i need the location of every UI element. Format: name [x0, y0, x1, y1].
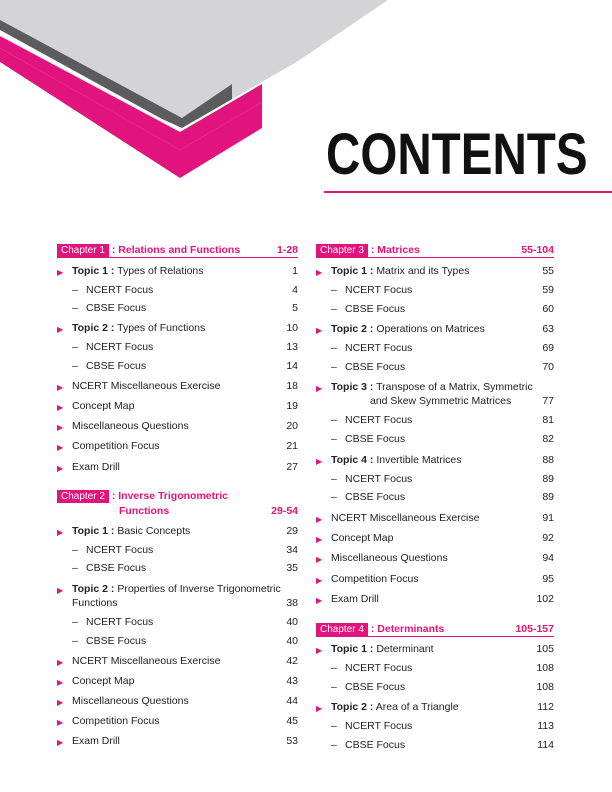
topic-text: [72, 322, 205, 335]
page-number: 89: [542, 491, 554, 503]
topic-label: Topic 1 :: [72, 265, 115, 277]
page-number: 105: [536, 643, 554, 655]
section-title: Miscellaneous Questions: [72, 420, 189, 432]
subtopic-title: NCERT Focus: [345, 662, 413, 674]
page-number: 113: [537, 720, 554, 732]
page-number: 40: [286, 616, 298, 628]
page-number: 77: [542, 395, 554, 407]
chapter-separator: :: [367, 244, 378, 256]
chapter-entry[interactable]: [316, 623, 554, 636]
bullet-icon: ▶: [316, 535, 323, 544]
chapter-title: Determinants: [377, 623, 445, 635]
subtopic-title: CBSE Focus: [345, 303, 406, 315]
section-title: Concept Map: [72, 675, 135, 687]
chapter-separator: :: [367, 623, 378, 635]
page-number: 82: [542, 433, 554, 445]
topic-label: Topic 1 :: [331, 265, 374, 277]
subtopic-title: NCERT Focus: [86, 341, 154, 353]
section-title: Competition Focus: [72, 440, 160, 452]
chapter-separator: :: [108, 244, 119, 256]
section-title: Exam Drill: [72, 735, 120, 747]
bullet-icon: ▶: [57, 528, 64, 537]
chapter-badge: Chapter 4: [316, 623, 368, 636]
bullet-icon: ▶: [57, 403, 64, 412]
topic-text: [331, 265, 470, 278]
page-number: 40: [286, 635, 298, 647]
chapter-separator: :: [108, 490, 119, 502]
bullet-icon: ▶: [316, 596, 323, 605]
chapter-title: Inverse Trigonometric: [118, 490, 228, 502]
bullet-icon: ▶: [316, 326, 323, 335]
subtopic-title: CBSE Focus: [86, 302, 147, 314]
page-number: 108: [536, 681, 554, 693]
page-number: 29: [286, 525, 298, 537]
page-number: 34: [286, 544, 298, 556]
subtopic-title: CBSE Focus: [86, 360, 147, 372]
page-number: 4: [292, 284, 298, 296]
bullet-icon: ▶: [57, 268, 64, 277]
topic-title: Area of a Triangle: [375, 701, 459, 713]
bullet-icon: ▶: [57, 586, 64, 595]
topic-title: Operations on Matrices: [376, 323, 485, 335]
dash-icon: –: [72, 562, 78, 574]
page-number: 89: [542, 473, 554, 485]
section-title: Miscellaneous Questions: [72, 695, 189, 707]
dash-icon: –: [331, 681, 337, 693]
page-number: 95: [542, 573, 554, 585]
page-number: 14: [286, 360, 298, 372]
chapter-badge: Chapter 1: [57, 244, 109, 257]
page-number: 1: [292, 265, 298, 277]
dash-icon: –: [331, 720, 337, 732]
topic-label: Topic 1 :: [331, 643, 374, 655]
page-number: 19: [286, 400, 298, 412]
topic-text: [72, 525, 190, 538]
page-number: 21: [286, 440, 298, 452]
chapter-page-range: 29-54: [271, 505, 298, 517]
page-number: 114: [537, 739, 554, 751]
subtopic-title: CBSE Focus: [345, 681, 406, 693]
topic-label: Topic 2 :: [331, 701, 374, 713]
bullet-icon: ▶: [316, 515, 323, 524]
bullet-icon: ▶: [57, 658, 64, 667]
subtopic-title: CBSE Focus: [345, 491, 406, 503]
subtopic-title: CBSE Focus: [86, 562, 147, 574]
bullet-icon: ▶: [316, 268, 323, 277]
title-underline: [324, 191, 612, 193]
subtopic-title: NCERT Focus: [86, 544, 154, 556]
section-title: Miscellaneous Questions: [331, 552, 448, 564]
bullet-icon: ▶: [316, 704, 323, 713]
dash-icon: –: [72, 616, 78, 628]
page-number: 88: [542, 454, 554, 466]
bullet-icon: ▶: [57, 325, 64, 334]
bullet-icon: ▶: [57, 698, 64, 707]
dash-icon: –: [331, 433, 337, 445]
chapter-entry[interactable]: [57, 244, 298, 257]
page-number: 102: [536, 593, 554, 605]
page-number: 55: [542, 265, 554, 277]
subtopic-title: NCERT Focus: [86, 616, 154, 628]
section-title: Competition Focus: [331, 573, 419, 585]
section-title: Exam Drill: [72, 461, 120, 473]
chapter-title: Relations and Functions: [118, 244, 241, 256]
chapter-badge: Chapter 3: [316, 244, 368, 257]
subtopic-title: NCERT Focus: [345, 473, 413, 485]
page-number: 45: [286, 715, 298, 727]
chapter-title: Matrices: [377, 244, 420, 256]
page-number: 53: [286, 735, 298, 747]
chapter-page-range: 1-28: [276, 244, 298, 256]
subtopic-title: NCERT Focus: [345, 414, 413, 426]
topic-text: [72, 265, 204, 278]
subtopic-title: CBSE Focus: [345, 361, 406, 373]
bullet-icon: ▶: [57, 718, 64, 727]
page-number: 92: [542, 532, 554, 544]
dash-icon: –: [72, 284, 78, 296]
dash-icon: –: [331, 662, 337, 674]
page-number: 5: [292, 302, 298, 314]
topic-text: [331, 381, 533, 394]
subtopic-title: CBSE Focus: [86, 635, 147, 647]
page-number: 94: [542, 552, 554, 564]
bullet-icon: ▶: [57, 423, 64, 432]
bullet-icon: ▶: [57, 383, 64, 392]
topic-text: [72, 583, 281, 596]
dash-icon: –: [331, 414, 337, 426]
topic-label: Topic 1 :: [72, 525, 115, 537]
bullet-icon: ▶: [57, 443, 64, 452]
topic-title: Determinant: [376, 643, 434, 655]
bullet-icon: ▶: [316, 555, 323, 564]
dash-icon: –: [72, 544, 78, 556]
topic-title: Transpose of a Matrix, Symmetric: [376, 381, 533, 393]
topic-title: Types of Functions: [117, 322, 206, 334]
topic-title: Invertible Matrices: [376, 454, 462, 466]
dash-icon: –: [331, 342, 337, 354]
dash-icon: –: [331, 303, 337, 315]
chapter-entry[interactable]: [57, 490, 298, 517]
dash-icon: –: [72, 360, 78, 372]
page-number: 81: [542, 414, 554, 426]
page-number: 69: [542, 342, 554, 354]
subtopic-title: NCERT Focus: [345, 720, 413, 732]
subtopic-title: NCERT Focus: [86, 284, 154, 296]
topic-label: Topic 2 :: [72, 322, 115, 334]
bullet-icon: ▶: [57, 738, 64, 747]
page-number: 10: [286, 322, 298, 334]
topic-title-continued: Functions: [72, 597, 118, 609]
topic-label: Topic 2 :: [72, 583, 115, 595]
page-number: 35: [286, 562, 298, 574]
topic-text: [331, 323, 485, 336]
page-number: 59: [542, 284, 554, 296]
topic-text: [331, 643, 434, 656]
bullet-icon: ▶: [316, 457, 323, 466]
section-title: Exam Drill: [331, 593, 379, 605]
page-title: CONTENTS: [326, 122, 588, 187]
topic-text: [331, 701, 459, 714]
page-number: 91: [542, 512, 554, 524]
topic-text: [331, 454, 462, 467]
bullet-icon: ▶: [316, 646, 323, 655]
page-number: 44: [286, 695, 298, 707]
chapter-badge: Chapter 2: [57, 490, 109, 503]
topic-title: Matrix and its Types: [376, 265, 470, 277]
chapter-page-range: 105-157: [515, 623, 554, 635]
topic-title: Properties of Inverse Trigonometric: [117, 583, 281, 595]
section-title: Concept Map: [72, 400, 135, 412]
page-number: 108: [536, 662, 554, 674]
chapter-underline: [57, 257, 298, 258]
chapter-underline: [316, 636, 554, 637]
dash-icon: –: [72, 635, 78, 647]
page-number: 18: [286, 380, 298, 392]
topic-title: Basic Concepts: [117, 525, 191, 537]
section-title: NCERT Miscellaneous Exercise: [331, 512, 480, 524]
page-number: 60: [542, 303, 554, 315]
page-number: 20: [286, 420, 298, 432]
page-number: 38: [286, 597, 298, 609]
topic-title: Types of Relations: [117, 265, 204, 277]
page-number: 27: [286, 461, 298, 473]
chapter-page-range: 55-104: [521, 244, 554, 256]
dash-icon: –: [331, 739, 337, 751]
section-title: Concept Map: [331, 532, 394, 544]
topic-label: Topic 3 :: [331, 381, 374, 393]
page-number: 13: [286, 341, 298, 353]
dash-icon: –: [72, 341, 78, 353]
bullet-icon: ▶: [57, 678, 64, 687]
topic-label: Topic 2 :: [331, 323, 374, 335]
chapter-underline: [316, 257, 554, 258]
subtopic-title: NCERT Focus: [345, 284, 413, 296]
page-number: 70: [542, 361, 554, 373]
topic-title-continued: and Skew Symmetric Matrices: [370, 395, 512, 407]
topic-label: Topic 4 :: [331, 454, 374, 466]
section-title: NCERT Miscellaneous Exercise: [72, 655, 221, 667]
dash-icon: –: [331, 284, 337, 296]
page-number: 63: [542, 323, 554, 335]
dash-icon: –: [331, 361, 337, 373]
section-title: NCERT Miscellaneous Exercise: [72, 380, 221, 392]
dash-icon: –: [331, 491, 337, 503]
bullet-icon: ▶: [57, 464, 64, 473]
bullet-icon: ▶: [316, 384, 323, 393]
bullet-icon: ▶: [316, 576, 323, 585]
subtopic-title: CBSE Focus: [345, 433, 406, 445]
page-number: 112: [537, 701, 554, 713]
dash-icon: –: [331, 473, 337, 485]
subtopic-title: NCERT Focus: [345, 342, 413, 354]
page-number: 43: [286, 675, 298, 687]
dash-icon: –: [72, 302, 78, 314]
section-title: Competition Focus: [72, 715, 160, 727]
chapter-entry[interactable]: [316, 244, 554, 257]
subtopic-title: CBSE Focus: [345, 739, 406, 751]
page-number: 42: [286, 655, 298, 667]
chapter-title-continued: Functions: [119, 505, 170, 517]
